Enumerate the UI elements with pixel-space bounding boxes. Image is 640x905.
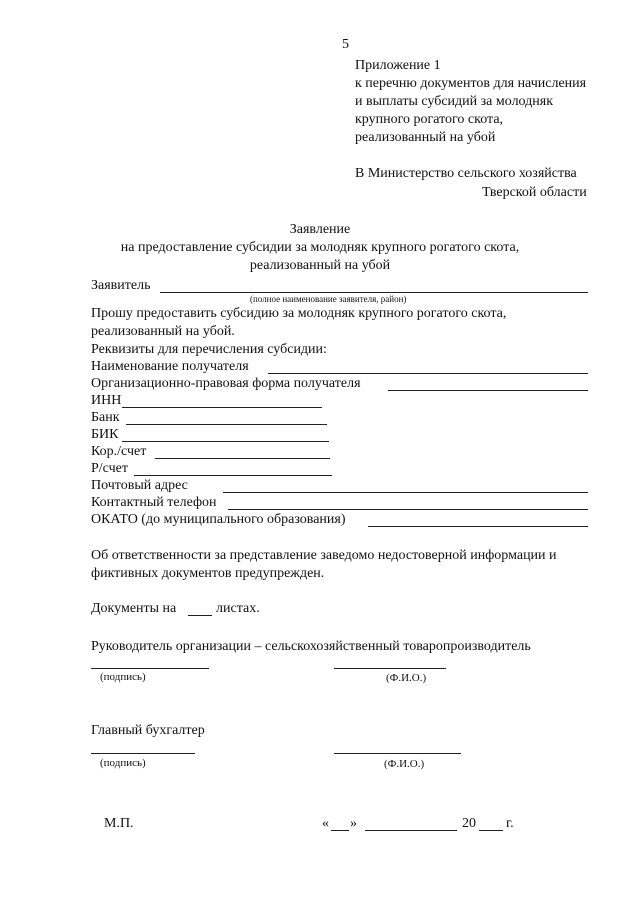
date-year-prefix: 20 (462, 816, 476, 831)
bank-field[interactable] (126, 424, 327, 425)
date-quote-open: « (322, 816, 329, 831)
date-day-field[interactable] (331, 830, 349, 831)
account-label: Р/счет (91, 461, 128, 476)
bik-label: БИК (91, 427, 119, 442)
heading-title: Заявление (289, 222, 351, 237)
page-number: 5 (342, 37, 349, 52)
heading-line-1: на предоставление субсидии за молодняк крупного рогатого скота, (120, 240, 520, 255)
legal-form-field[interactable] (388, 390, 588, 391)
accountant-sign-field[interactable] (91, 753, 195, 754)
recipient-name-field[interactable] (268, 373, 588, 374)
accountant-sign-label: (подпись) (100, 757, 146, 769)
okato-label: ОКАТО (до муниципального образования) (91, 512, 346, 527)
addressee-line-1: В Министерство сельского хозяйства (355, 166, 577, 181)
applicant-hint: (полное наименование заявителя, район) (250, 294, 407, 304)
addressee-line-2: Тверской области (482, 185, 587, 200)
responsibility-line-2: фиктивных документов предупрежден. (91, 566, 325, 581)
recipient-name-label: Наименование получателя (91, 359, 249, 374)
phone-label: Контактный телефон (91, 495, 217, 510)
head-name-label: (Ф.И.О.) (386, 672, 427, 684)
appendix-line: крупного рогатого скота, (355, 112, 504, 127)
account-field[interactable] (134, 475, 332, 476)
postal-address-label: Почтовый адрес (91, 478, 188, 493)
legal-form-label: Организационно-правовая форма получателя (91, 376, 361, 391)
head-sign-label: (подпись) (100, 671, 146, 683)
date-quote-close: » (350, 816, 357, 831)
bank-label: Банк (91, 410, 120, 425)
appendix-title: Приложение 1 (355, 58, 441, 73)
applicant-label: Заявитель (91, 278, 151, 293)
accountant-signature-title: Главный бухгалтер (91, 723, 205, 738)
date-year-field[interactable] (479, 830, 503, 831)
requisites-title: Реквизиты для перечисления субсидии: (91, 342, 327, 357)
date-month-field[interactable] (365, 830, 457, 831)
accountant-name-label: (Ф.И.О.) (384, 758, 425, 770)
heading-line-2: реализованный на убой (249, 258, 391, 273)
date-year-suffix: г. (506, 816, 514, 831)
appendix-line: к перечню документов для начисления (355, 76, 587, 91)
okato-field[interactable] (368, 526, 588, 527)
head-name-field[interactable] (334, 668, 446, 669)
documents-prefix: Документы на (91, 601, 177, 616)
corr-account-field[interactable] (155, 458, 330, 459)
inn-field[interactable] (122, 407, 322, 408)
responsibility-line-1: Об ответственности за представление заведомо недостоверной информации и (91, 548, 557, 563)
inn-label: ИНН (91, 393, 122, 408)
stamp-label: М.П. (104, 816, 134, 831)
accountant-name-field[interactable] (334, 753, 461, 754)
postal-address-field[interactable] (223, 492, 588, 493)
documents-count-field[interactable] (188, 615, 212, 616)
head-sign-field[interactable] (91, 668, 209, 669)
bik-field[interactable] (122, 441, 329, 442)
request-line-1: Прошу предоставить субсидию за молодняк крупного рогатого скота, (91, 306, 507, 321)
appendix-line: и выплаты субсидий за молодняк (355, 94, 554, 109)
request-line-2: реализованный на убой. (91, 324, 235, 339)
corr-account-label: Кор./счет (91, 444, 147, 459)
head-signature-title: Руководитель организации – сельскохозяйственный товаропроизводитель (91, 639, 531, 654)
appendix-line: реализованный на убой (355, 130, 496, 145)
phone-field[interactable] (228, 509, 588, 510)
applicant-field-line[interactable] (160, 292, 588, 293)
documents-suffix: листах. (216, 601, 260, 616)
